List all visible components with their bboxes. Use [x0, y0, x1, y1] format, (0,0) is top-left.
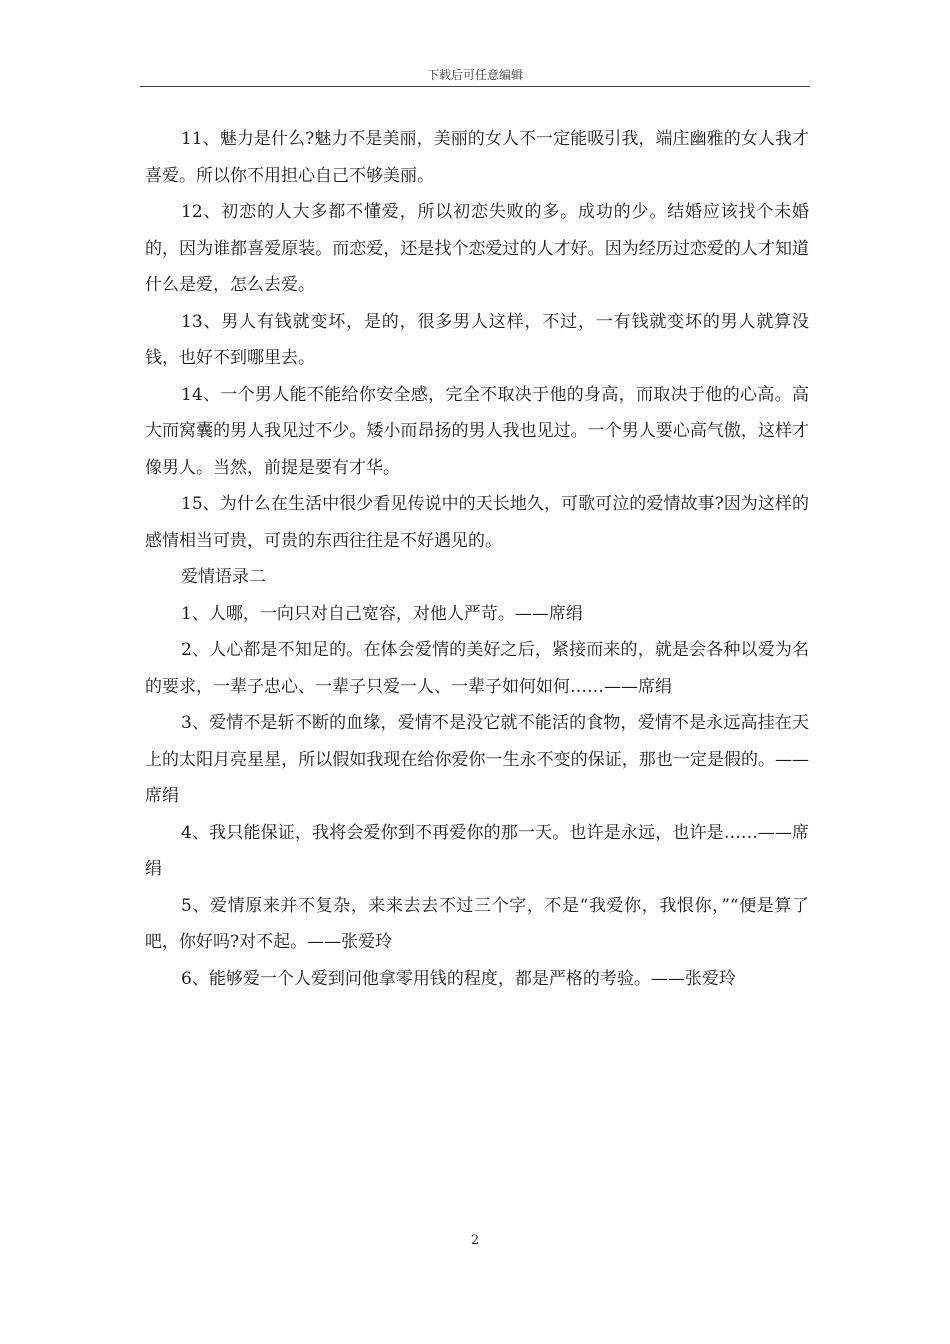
page-number: 2: [470, 1233, 480, 1248]
paragraph-15: 15、为什么在生活中很少看见传说中的天长地久，可歌可泣的爱情故事?因为这样的感情相当可贵，可贵的东西往往是不好遇见的。: [145, 494, 809, 551]
paragraph-12: 12、初恋的人大多都不懂爱，所以初恋失败的多。成功的少。结婚应该找个未婚的，因为谁都喜爱原装。而恋爱，还是找个恋爱过的人才好。因为经历过恋爱的人才知道什么是爱，怎么去爱。: [145, 202, 809, 295]
quote-1: 1、人哪，一向只对自己宽容，对他人严苛。——席绢: [181, 603, 583, 624]
quote-5: 5、爱情原来并不复杂，来来去去不过三个字，不是“我爱你，我恨你，”“便是算了吧，你好吗?对不起。——张爱玲: [145, 895, 809, 952]
quote-3: 3、爱情不是斩不断的血缘，爱情不是没它就不能活的食物，爱情不是永远高挂在天上的太阳月亮星星，所以假如我现在给你爱你一生永不变的保证，那也一定是假的。——席绢: [145, 713, 809, 806]
quote-2: 2、人心都是不知足的。在体会爱情的美好之后，紧接而来的，就是会各种以爱为名的要求，一辈子忠心、一辈子只爱一人、一辈子如何如何……——席绢: [145, 640, 809, 697]
document-body: [145, 121, 809, 997]
quote-4: 4、我只能保证，我将会爱你到不再爱你的那一天。也许是永远，也许是……——席绢: [145, 822, 809, 879]
quote-6: 6、能够爱一个人爱到问他拿零用钱的程度，都是严格的考验。——张爱玲: [181, 968, 736, 989]
paragraph-14: 14、一个男人能不能给你安全感，完全不取决于他的身高，而取决于他的心高。高大而窝囊的男人我见过不少。矮小而昂扬的男人我也见过。一个男人要心高气傲，这样才像男人。当然，前提是要有才华。: [145, 384, 809, 478]
section-heading: 爱情语录二: [181, 567, 266, 587]
paragraph-11: 11、魅力是什么?魅力不是美丽，美丽的女人不一定能吸引我，端庄幽雅的女人我才喜爱。所以你不用担心自己不够美丽。: [145, 129, 809, 186]
header-divider: [140, 86, 810, 87]
paragraph-13: 13、男人有钱就变坏，是的，很多男人这样，不过，一有钱就变坏的男人就算没钱，也好不到哪里去。: [145, 311, 809, 368]
page-header: 下载后可任意编辑: [426, 68, 523, 82]
